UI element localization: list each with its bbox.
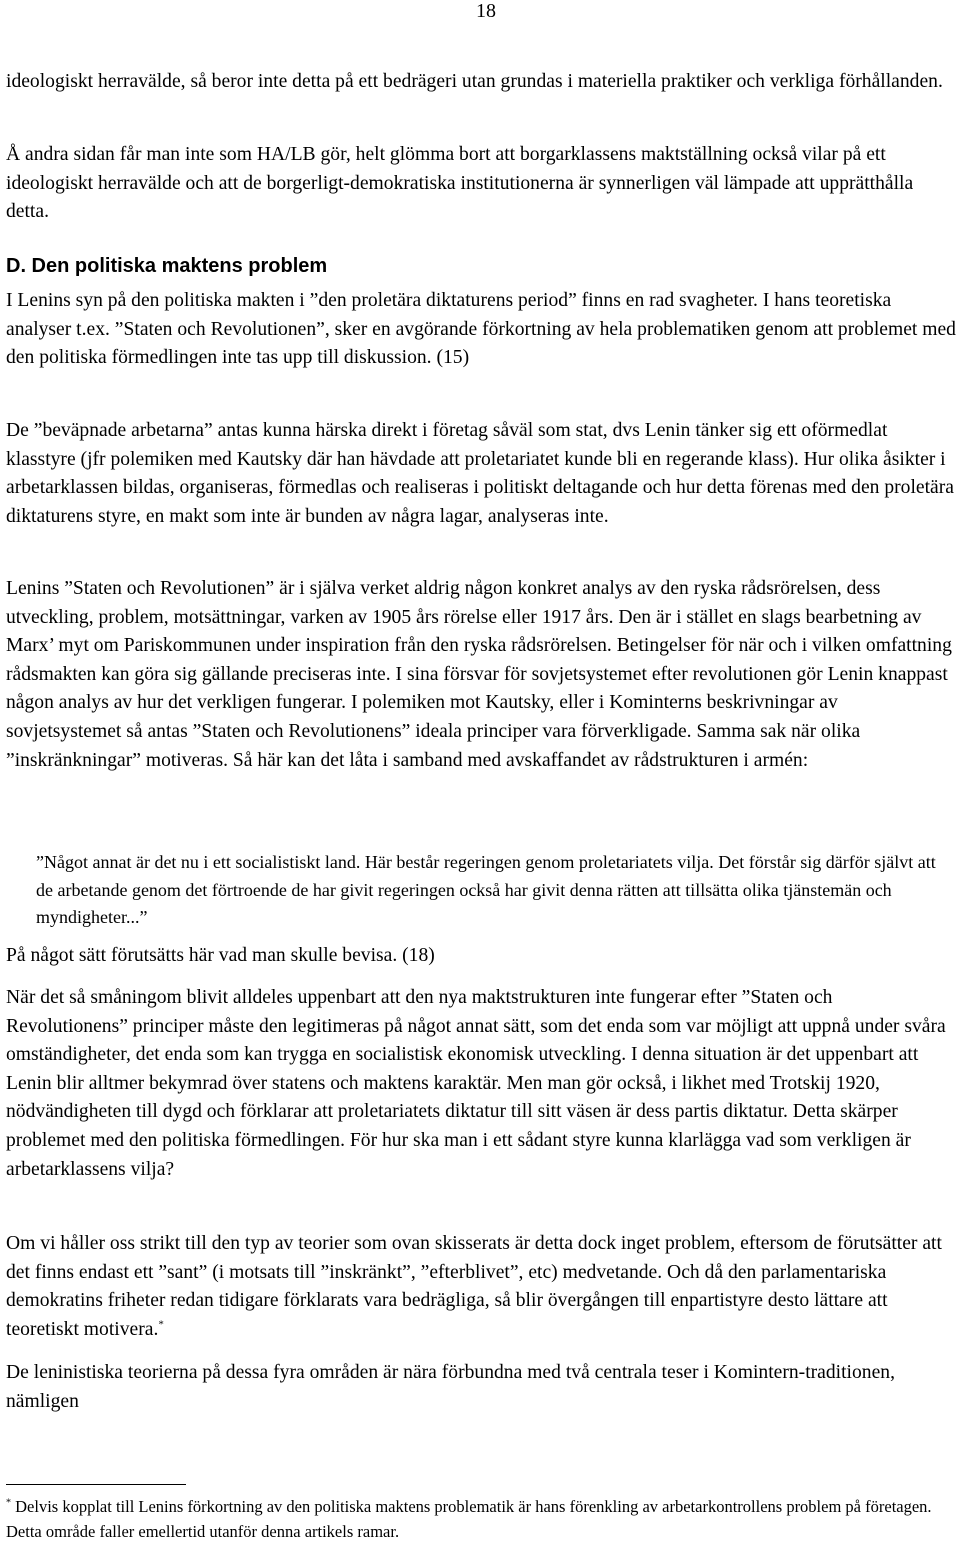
paragraph-8 xyxy=(6,1230,956,1344)
paragraph-8-text: Om vi håller oss strikt till den typ av teorier som ovan skisserats är detta dock inget problem, eftersom de förutsätter att det finns endast ett ”sant” (i motsats till ”inskränkt”, ”efterblivet”, etc) medvetande. Och då den parlamentariska demokratins friheter redan tidigare förklarats vara bedrägliga, så blir övergången till enpartistyre desto lättare att teoretiskt motivera. xyxy=(6,1233,942,1340)
paragraph-4: De ”beväpnade arbetarna” antas kunna härska direkt i företag såväl som stat, dvs Lenin tänker sig ett oförmedlat klasstyre (jfr polemiken med Kautsky där han hävdade att proletariatet kunde bli en regerande klass). Hur olika åsikter i arbetarklassen bildas, organiseras, förmedlas och realiseras i politiskt deltagande och hur detta förenas med den proletära diktaturens styre, en makt som inte är bunden av några lagar, analyseras inte. xyxy=(6,420,954,527)
block-quote: ”Något annat är det nu i ett socialistiskt land. Här består regeringen genom proletariatets vilja. Det förstår sig därför självt att de arbetande genom det förtroende de har givit regeringen också har givit denna rätten att tillsätta olika tjänstemän och myndigheter...” xyxy=(36,852,936,927)
paragraph-7: När det så småningom blivit alldeles uppenbart att den nya maktstrukturen inte fungerar efter ”Staten och Revolutionens” principer måste den legitimeras på något annat sätt, som det enda som var möjligt att uppnå under svåra omständigheter, det enda som kan trygga en socialistisk ekonomisk utveckling. I denna situation är det uppenbart att Lenin blir alltmer bekymrad över statens och maktens karaktär. Men man gör också, i likhet med Trotskij 1920, nödvändigheten till dygd och förklarar att proletariatets diktatur till sitt väsen är dess partis diktatur. Detta skärper problemet med den politiska förmedlingen. För hur ska man i ett sådant styre kunna klarlägga vad som verkligen är arbetarklassens vilja? xyxy=(6,987,946,1180)
footnote xyxy=(6,1494,956,1544)
footnote-reference: * xyxy=(158,1318,164,1331)
page-number: 18 xyxy=(476,0,496,22)
paragraph-1: ideologiskt herravälde, så beror inte detta på ett bedrägeri utan grundas i materiella praktiker och verkliga förhållanden. xyxy=(6,71,943,92)
footnote-text: Delvis kopplat till Lenins förkortning av den politiska maktens problematik är hans förenkling av arbetarkontrollens problem på företagen. Detta område faller emellertid utanför denna artikels ramar. xyxy=(6,1497,932,1541)
footnote-separator xyxy=(6,1484,186,1485)
paragraph-6: På något sätt förutsätts här vad man skulle bevisa. (18) xyxy=(6,945,435,966)
paragraph-9: De leninistiska teorierna på dessa fyra områden är nära förbundna med två centrala teser i Komintern-traditionen, nämligen xyxy=(6,1362,895,1412)
section-heading: D. Den politiska maktens problem xyxy=(6,255,328,277)
paragraph-3: I Lenins syn på den politiska makten i ”den proletära diktaturens period” finns en rad svagheter. I hans teoretiska analyser t.ex. ”Staten och Revolutionen”, sker en avgörande förkortning av hela problematiken genom att problemet med den politiska förmedlingen inte tas upp till diskussion. (15) xyxy=(6,290,956,369)
footnote-mark: * xyxy=(6,1497,11,1509)
paragraph-2: Å andra sidan får man inte som HA/LB gör, helt glömma bort att borgarklassens maktställning också vilar på ett ideologiskt herravälde och att de borgerligt-demokratiska institutionerna är synnerligen väl lämpade att upprätthålla detta. xyxy=(6,144,914,223)
paragraph-5: Lenins ”Staten och Revolutionen” är i själva verket aldrig någon konkret analys av den ryska rådsrörelsen, dess utveckling, problem, motsättningar, varken av 1905 års rörelse eller 1917 års. Den är i stället en slags bearbetning av Marx’ myt om Pariskommunen under inspiration från den ryska rådsrörelsen. Betingelser för när och i vilken omfattning rådsmakten kan göra sig gällande preciseras inte. I sina försvar för sovjetsystemet efter revolutionen gör Lenin knappast någon analys av hur det verkligen fungerar. I polemiken mot Kautsky, eller i Kominterns beskrivningar av sovjetsystemet så antas ”Staten och Revolutionens” ideala principer vara förverkligade. Samma sak när olika ”inskränkningar” motiveras. Så här kan det låta i samband med avskaffandet av rådstrukturen i armén: xyxy=(6,578,952,771)
